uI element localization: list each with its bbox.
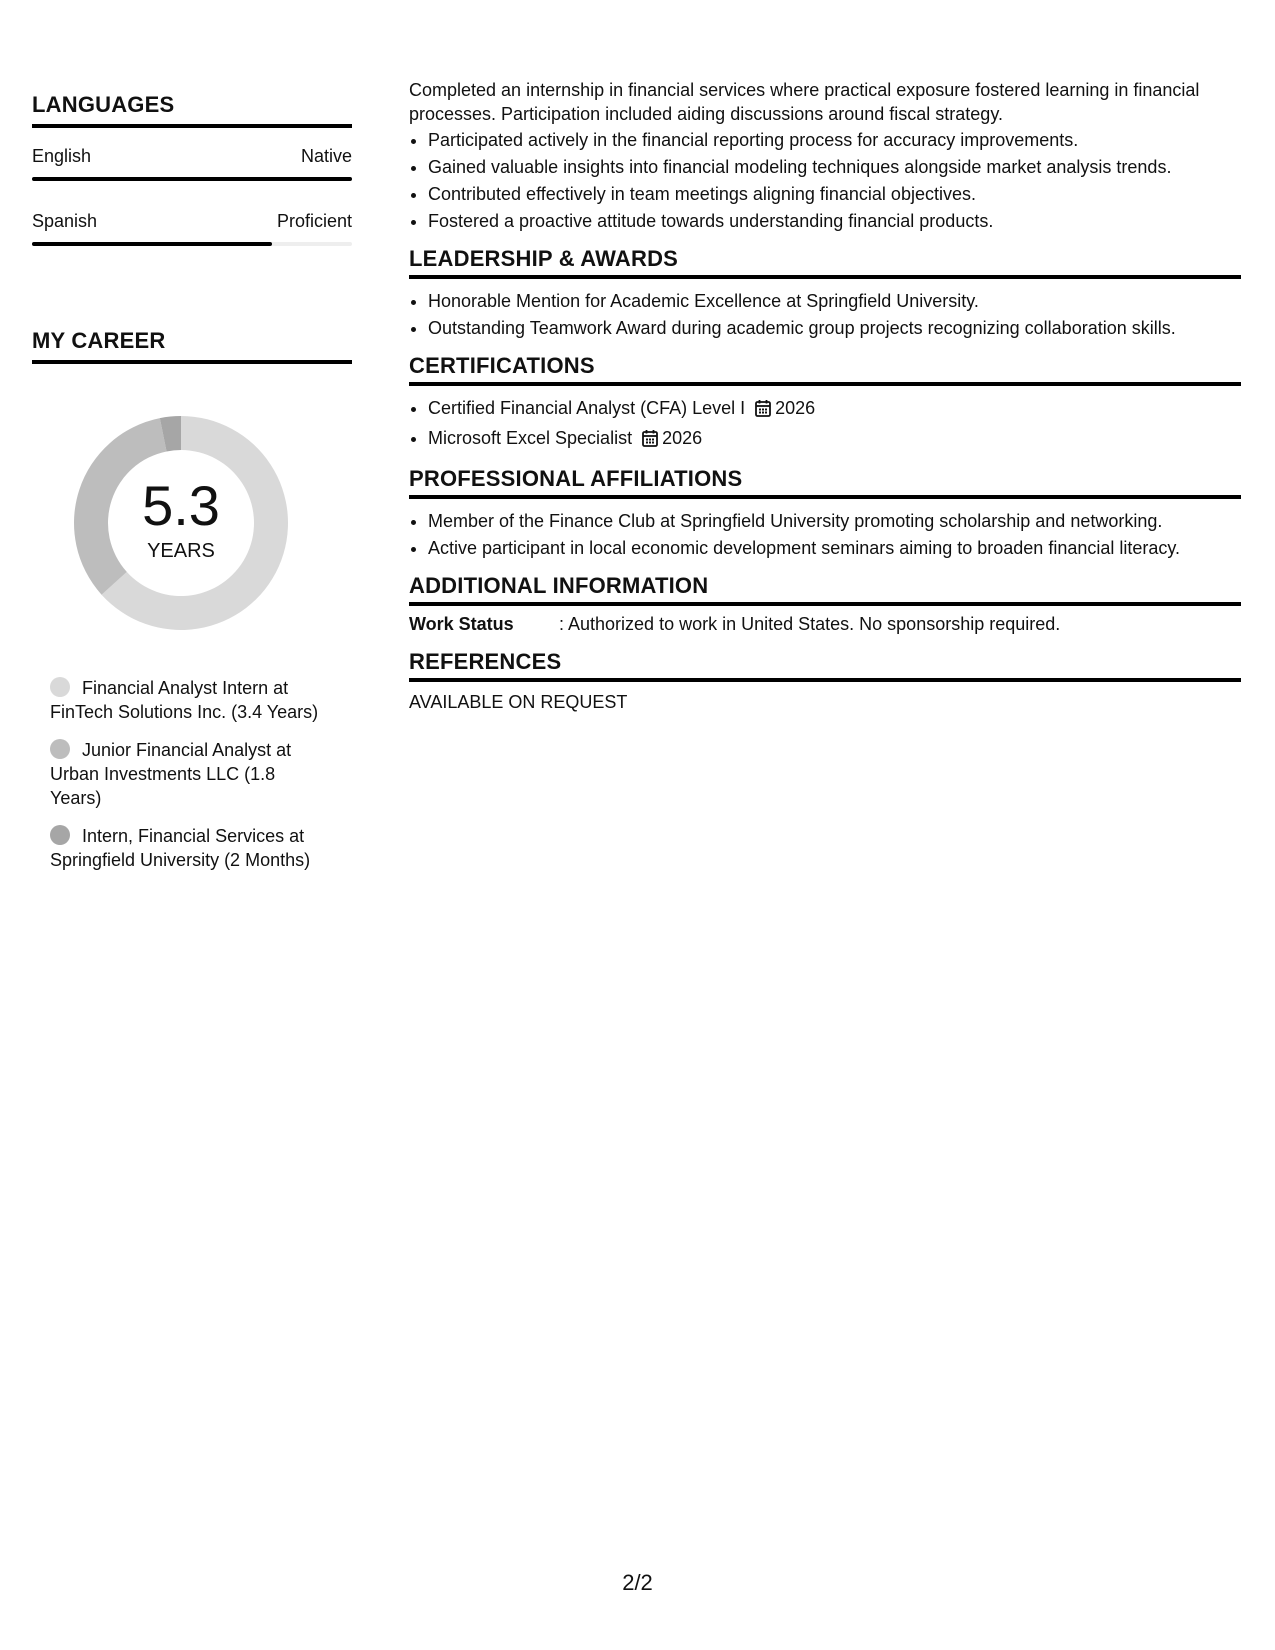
calendar-icon <box>755 399 771 423</box>
languages-title: LANGUAGES <box>32 92 352 128</box>
work-status-label: Work Status <box>409 614 514 634</box>
references-title: REFERENCES <box>409 650 1241 682</box>
list-item <box>428 396 1241 423</box>
leadership-title: LEADERSHIP & AWARDS <box>409 247 1241 279</box>
certification-year: 2026 <box>775 398 816 418</box>
language-level: Proficient <box>276 211 352 231</box>
legend-label: Financial Analyst Intern at FinTech Solutions Inc. (3.4 Years) <box>50 678 319 722</box>
list-item: • Honorable Mention for Academic Excellence at Springfield University. <box>428 289 1241 313</box>
legend-dot <box>50 825 70 845</box>
work-status-row <box>409 612 1241 636</box>
legend-label: Intern, Financial Services at Springfield University (2 Months) <box>50 826 311 870</box>
additional-info-title: ADDITIONAL INFORMATION <box>409 574 1241 606</box>
list-item: • Active participant in local economic development seminars aiming to broaden financial literacy. <box>428 536 1241 560</box>
list-item: • Member of the Finance Club at Springfield University promoting scholarship and networking. <box>428 509 1241 533</box>
language-bar <box>32 242 352 246</box>
career-total-value: 5.3 <box>142 473 220 537</box>
experience-intro: Completed an internship in financial services where practical exposure fostered learning in financial processes. Participation included aiding discussions around fiscal strategy. <box>409 80 1200 124</box>
references-text: AVAILABLE ON REQUEST <box>409 692 628 712</box>
leadership-section <box>409 247 1241 340</box>
language-item-english <box>32 146 352 181</box>
list-item: • Contributed effectively in team meetings aligning financial objectives. <box>428 182 1241 206</box>
right-column <box>409 78 1241 714</box>
calendar-icon <box>642 429 658 453</box>
language-bar-fill <box>32 242 272 246</box>
left-column <box>32 92 352 886</box>
additional-info-section <box>409 574 1241 636</box>
page-number: 2/2 <box>622 1570 653 1595</box>
list-item: • Participated actively in the financial reporting process for accuracy improvements. <box>428 128 1241 152</box>
legend-item <box>50 824 330 872</box>
certifications-title: CERTIFICATIONS <box>409 354 1241 386</box>
legend-dot <box>50 739 70 759</box>
affiliations-section <box>409 467 1241 560</box>
work-status-value: : Authorized to work in United States. No sponsorship required. <box>559 614 1061 634</box>
certification-year: 2026 <box>662 428 703 448</box>
language-name: English <box>32 146 92 166</box>
legend-item <box>50 676 330 724</box>
experience-bullets <box>409 128 1241 233</box>
certification-name: Certified Financial Analyst (CFA) Level I <box>428 398 746 418</box>
language-item-spanish <box>32 211 352 246</box>
references-section <box>409 650 1241 714</box>
list-item <box>428 426 1241 453</box>
list-item: • Outstanding Teamwork Award during academic group projects recognizing collaboration skills. <box>428 316 1241 340</box>
list-item: • Gained valuable insights into financial modeling techniques alongside market analysis trends. <box>428 155 1241 179</box>
language-bar-fill <box>32 177 352 181</box>
career-donut-chart <box>66 408 296 638</box>
affiliations-title: PROFESSIONAL AFFILIATIONS <box>409 467 1241 499</box>
list-item: • Fostered a proactive attitude towards understanding financial products. <box>428 209 1241 233</box>
career-total-unit: YEARS <box>147 539 215 562</box>
career-section <box>32 328 352 872</box>
language-name: Spanish <box>32 211 98 231</box>
certification-name: Microsoft Excel Specialist <box>428 428 633 448</box>
career-legend <box>50 676 330 872</box>
career-title: MY CAREER <box>32 328 352 364</box>
legend-label: Junior Financial Analyst at Urban Investments LLC (1.8 Years) <box>50 740 292 808</box>
language-bar <box>32 177 352 181</box>
certifications-section <box>409 354 1241 453</box>
legend-item <box>50 738 330 810</box>
legend-dot <box>50 677 70 697</box>
language-level: Native <box>300 146 352 166</box>
